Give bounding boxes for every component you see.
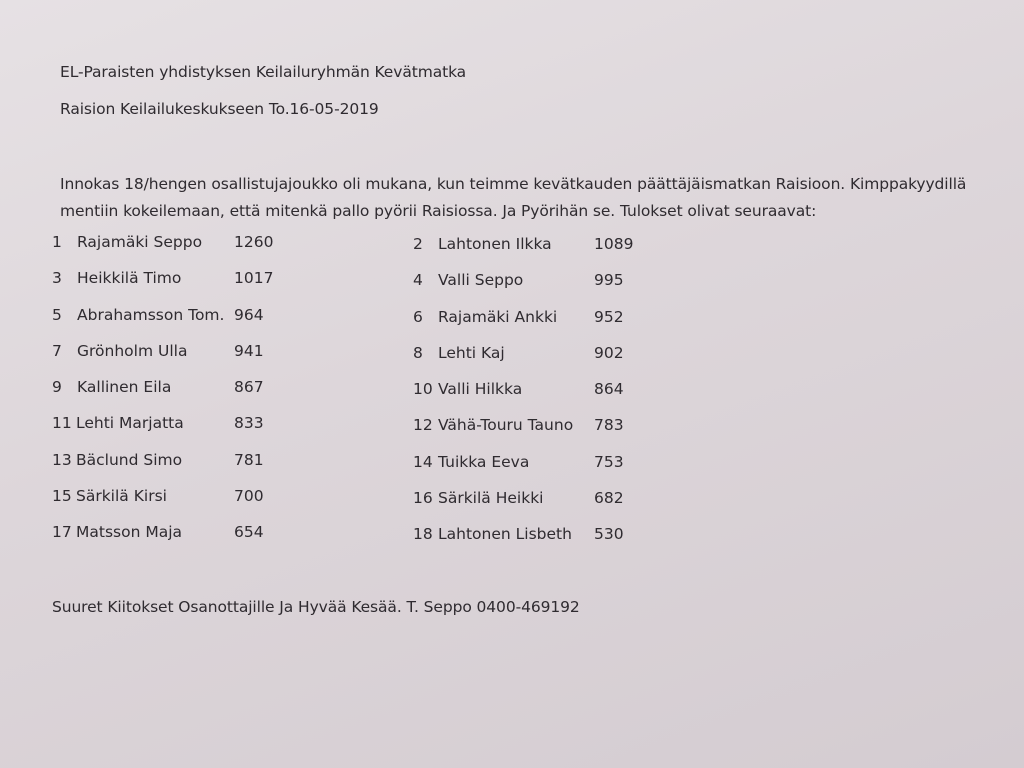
result-name: Rajamäki Ankki — [438, 307, 558, 326]
result-rank: 3 — [52, 269, 62, 288]
result-name: Lahtonen Ilkka — [438, 235, 552, 253]
result-score: 864 — [594, 380, 624, 399]
result-rank: 9 — [52, 378, 62, 397]
result-name: Särkilä Kirsi — [76, 487, 167, 506]
result-score: 783 — [594, 416, 624, 435]
document-subtitle: Raision Keilailukeskukseen To.16-05-2019 — [60, 100, 379, 118]
result-score: 902 — [594, 343, 624, 362]
result-name: Särkilä Heikki — [438, 489, 544, 508]
intro-text-line-2: mentiin kokeilemaan, että mitenkä pallo pyörii Raisiossa. Ja Pyörihän se. Tulokset olivat seuraavat: — [60, 202, 817, 220]
result-score: 530 — [594, 525, 624, 544]
result-rank: 1 — [52, 233, 62, 251]
result-rank: 14 — [413, 452, 433, 471]
result-name: Valli Hilkka — [438, 380, 523, 399]
result-name: Vähä-Touru Tauno — [438, 416, 574, 435]
result-name: Lahtonen Lisbeth — [438, 525, 572, 544]
result-score: 964 — [234, 305, 264, 324]
result-name: Heikkilä Timo — [77, 269, 182, 288]
result-score: 654 — [234, 523, 264, 542]
result-rank: 18 — [413, 525, 433, 544]
result-score: 753 — [594, 452, 624, 471]
result-rank: 12 — [413, 416, 433, 435]
result-score: 700 — [234, 487, 264, 506]
result-rank: 11 — [52, 414, 72, 433]
result-score: 1017 — [234, 269, 274, 288]
result-name: Bäclund Simo — [76, 450, 183, 469]
result-score: 1260 — [234, 233, 274, 251]
result-name: Abrahamsson Tom. — [77, 305, 225, 324]
result-rank: 2 — [413, 235, 423, 253]
result-score: 833 — [234, 414, 264, 433]
result-rank: 10 — [413, 380, 433, 399]
result-score: 867 — [234, 378, 264, 397]
result-score: 941 — [234, 341, 264, 360]
result-score: 995 — [594, 271, 624, 290]
result-score: 952 — [594, 307, 624, 326]
document-title: EL-Paraisten yhdistyksen Keilailuryhmän Kevätmatka — [60, 63, 467, 81]
result-name: Kallinen Eila — [77, 378, 172, 397]
result-name: Lehti Marjatta — [76, 414, 184, 433]
result-score: 1089 — [594, 235, 634, 253]
result-rank: 17 — [52, 523, 72, 542]
result-rank: 8 — [413, 343, 423, 362]
result-rank: 15 — [52, 487, 72, 506]
intro-text-line-1: Innokas 18/hengen osallistujajoukko oli mukana, kun teimme kevätkauden päättäjäismatkan Raisioon. Kimppakyydillä — [60, 175, 967, 193]
result-name: Grönholm Ulla — [77, 341, 188, 360]
result-rank: 7 — [52, 341, 62, 360]
result-score: 781 — [234, 450, 264, 469]
result-score: 682 — [594, 489, 624, 508]
result-name: Rajamäki Seppo — [77, 233, 203, 251]
result-name: Matsson Maja — [76, 523, 183, 542]
result-rank: 6 — [413, 307, 423, 326]
result-name: Lehti Kaj — [438, 343, 505, 362]
result-rank: 5 — [52, 305, 62, 324]
footer-thanks: Suuret Kiitokset Osanottajille Ja Hyvää Kesää. T. Seppo 0400-469192 — [52, 598, 580, 616]
result-rank: 4 — [413, 271, 423, 290]
result-name: Valli Seppo — [438, 271, 524, 290]
result-rank: 13 — [52, 450, 72, 469]
result-rank: 16 — [413, 489, 433, 508]
result-name: Tuikka Eeva — [438, 452, 530, 471]
